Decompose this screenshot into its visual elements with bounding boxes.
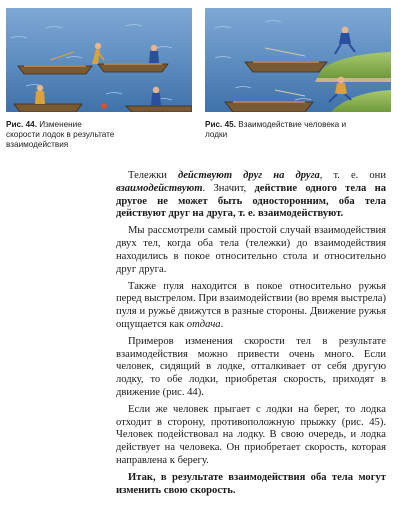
text-run: Мы рассмотрели самый простой случай взаимодействия двух тел, когда оба тела (тележки) до взаимодействия находились в покое относительно стола и относительно друг друга.	[116, 225, 386, 275]
figure-45-number: Рис. 45.	[205, 120, 236, 129]
main-text	[116, 170, 386, 498]
paragraph	[116, 336, 386, 400]
text-run: Примеров изменения скорости тел в результате взаимодействия можно привести очень много. Если человек, сидящий в лодке, отталкивает от себя другую лодку, то обе лодки, приобретая скорость, приходят в движение (рис. 44).	[116, 335, 386, 398]
text-run: взаимодействуют	[116, 182, 203, 194]
text-run: Итак, в результате взаимодействия оба тела могут изменить свою скорость.	[116, 471, 386, 496]
figure-44-number: Рис. 44.	[6, 120, 37, 129]
text-run: Если же человек прыгает с лодки на берег, то лодка отходит в сторону, противоположную прыжку (рис. 45). Человек подействовал на лодку. В свою очередь, и лодка действует на человека. Он приобретает скорость, которая направлена к берегу.	[116, 403, 386, 467]
text-run: , т. е. они	[319, 170, 387, 181]
figure-45-caption-text: Взаимодействие человека и лодки	[205, 120, 347, 139]
figure-44-caption-text: Изменение скорости лодок в результате взаимодействия	[6, 120, 115, 149]
paragraph	[116, 225, 386, 276]
figure-44-boats-illustration	[6, 8, 192, 112]
text-run: действие одного тела на другое не может быть односторонним, оба тела действуют друг на друга, т. е. взаимодействуют.	[116, 182, 386, 220]
paragraph	[116, 170, 386, 221]
figure-44-caption	[6, 120, 116, 150]
text-run: Тележки	[128, 170, 178, 181]
figure-45-caption	[205, 120, 355, 140]
text-run: отдача	[186, 318, 221, 330]
conclusion-paragraph	[116, 472, 386, 498]
text-run: действуют друг на друга	[177, 170, 320, 181]
text-run: .	[220, 318, 224, 330]
text-run: Также пуля находится в покое относительно ружья перед выстрелом. При взаимодействии (во время выстрела) пуля и ружьё движутся в разные стороны. Движение ружья ощущается как	[116, 280, 386, 330]
figure-45-man-and-boat-illustration	[205, 8, 391, 112]
paragraph	[116, 281, 386, 332]
paragraph	[116, 404, 386, 468]
text-run: . Значит,	[202, 182, 255, 194]
